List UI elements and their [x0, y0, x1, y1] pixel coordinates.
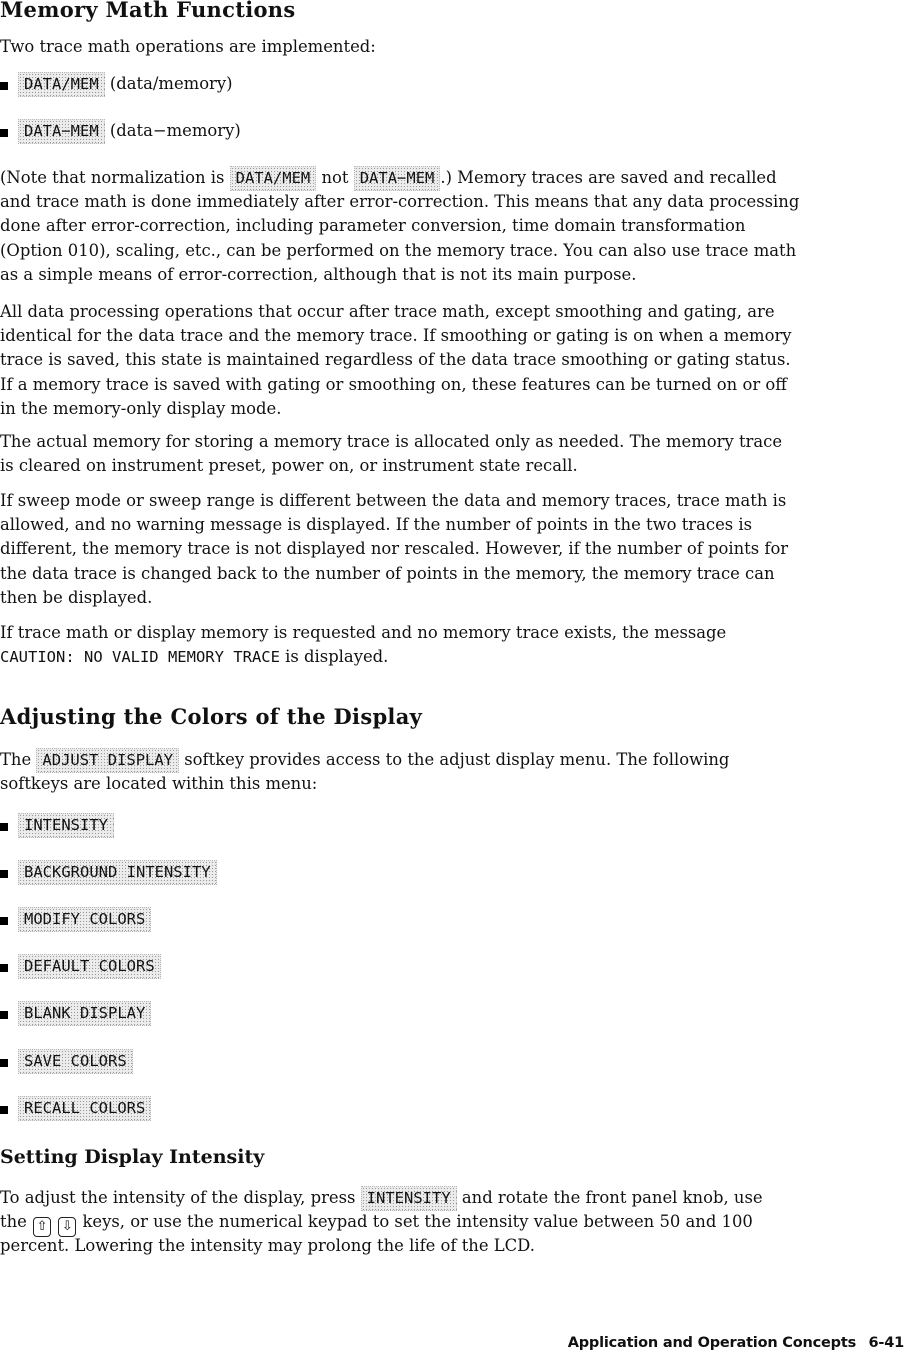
softkey-intensity[interactable]: INTENSITY	[18, 813, 114, 838]
paragraph-data-processing: All data processing operations that occur after trace math, except smoothing and gating, are identical for the data trace and the memory trace. If smoothing or gating is on when a memory trace is saved, this state is maintained regardless of the data trace smoothing or gating status. If a memory trace is saved with gating or smoothing on, these features can be turned on or off in the memory-only display mode.	[0, 302, 792, 418]
bullet-square-icon	[0, 1011, 8, 1019]
softkey-recall-colors[interactable]: RECALL COLORS	[18, 1096, 151, 1121]
paragraph-adjust-display: The ADJUST DISPLAY softkey provides access to the adjust display menu. The following softkeys are located within this menu:	[0, 750, 730, 794]
heading-memory-math: Memory Math Functions	[0, 0, 296, 22]
softkey-background-intensity[interactable]: BACKGROUND INTENSITY	[18, 860, 217, 885]
softkey-intensity-inline[interactable]: INTENSITY	[361, 1186, 457, 1211]
bullet-square-icon	[0, 1059, 8, 1067]
softkey-blank-display[interactable]: BLANK DISPLAY	[18, 1001, 151, 1026]
paragraph-normalization: (Note that normalization is DATA/MEM not DATA−MEM .) Memory traces are saved and recalled and trace math is done immediately after error-correction. This means that any data processing done after error-correction, including parameter conversion, time domain transformation (Option 010), scaling, etc., can be performed on the memory trace. You can also use trace math as a simple means of error-correction, although that is not its main purpose.	[0, 168, 800, 284]
page-number: 6-41	[868, 1335, 904, 1351]
softkey-data-div-mem[interactable]: DATA/MEM	[18, 72, 105, 97]
bullet-square-icon	[0, 82, 8, 90]
caution-message: CAUTION: NO VALID MEMORY TRACE	[0, 648, 280, 667]
manual-page: Memory Math Functions Two trace math operations are implemented: DATA/MEM (data/memory) DATA−MEM (data−memory) (Note that normalization is DATA/MEM not DATA−MEM .) Memory traces are saved and recalled and trace math is done immediately after error-correction. This means that any data processing done after error-correction, including parameter conversion, time domain transformation (Option 010), scaling, etc., can be performed on the memory trace. You can also use trace math as a simple means of error-correction, although that is not its main purpose. All data processing operations that occur after trace math, except smoothing and gating, are identical for the data trace and the memory trace. If smoothing or gating is on when a memory trace is saved, this state is maintained regardless of the data trace smoothing or gating status. If a memory trace is saved with gating or smoothing on, these features can be turned on or off in the memory-only display mode. The actual memory for storing a memory trace is allocated only as needed. The memory trace is cleared on instrument preset, power on, or instrument state recall. If sweep mode or sweep range is different between the data and memory traces, trace math is allowed, and no warning message is displayed. If the number of points in the two traces is different, the memory trace is not displayed nor rescaled. However, if the number of points for the data trace is changed back to the number of points in the memory, the memory trace can then be displayed. If trace math or display memory is requested and no memory trace exists, the message CAUTION: NO VALID MEMORY TRACE is displayed. Adjusting the Colors of the Display The ADJUST DISPLAY softkey provides access to the adjust display menu. The following softkeys are located within this menu: INTENSITY BACKGROUND INTENSITY MODIFY COLORS DEFAULT COLORS BLANK DISPLAY SAVE COLORS RECALL COLORS Setting Display Intensity To adjust the intensity of the display, press INTENSITY and rotate the front panel knob, use the ⇧ ⇩ keys, or use the numerical keypad to set the intensity value between 50 and 100 percent. Lowering the intensity may prolong the life of the LCD. Application and Operation Concepts 6-41	[0, 0, 906, 1356]
softkey-modify-colors[interactable]: MODIFY COLORS	[18, 907, 151, 932]
softkey-data-minus-mem[interactable]: DATA−MEM	[18, 119, 105, 144]
bullet-square-icon	[0, 129, 8, 137]
softkey-data-minus-mem-inline[interactable]: DATA−MEM	[354, 166, 441, 191]
softkey-adjust-display[interactable]: ADJUST DISPLAY	[36, 748, 179, 773]
softkey-save-colors[interactable]: SAVE COLORS	[18, 1049, 133, 1074]
bullet-square-icon	[0, 823, 8, 831]
softkey-default-colors[interactable]: DEFAULT COLORS	[18, 954, 161, 979]
heading-display-intensity: Setting Display Intensity	[0, 1146, 265, 1168]
softkey-data-div-mem-inline[interactable]: DATA/MEM	[230, 166, 317, 191]
memory-intro: Two trace math operations are implemented:	[0, 37, 376, 56]
heading-adjusting-colors: Adjusting the Colors of the Display	[0, 704, 423, 729]
up-arrow-key-icon[interactable]: ⇧	[33, 1217, 51, 1237]
down-arrow-key-icon[interactable]: ⇩	[58, 1217, 76, 1237]
bullet-square-icon	[0, 917, 8, 925]
bullet-square-icon	[0, 1106, 8, 1114]
bullet-square-icon	[0, 964, 8, 972]
paragraph-sweep-mode: If sweep mode or sweep range is different between the data and memory traces, trace math is allowed, and no warning message is displayed. If the number of points in the two traces is different, the memory trace is not displayed nor rescaled. However, if the number of points for the data trace is changed back to the number of points in the memory, the memory trace can then be displayed.	[0, 491, 789, 607]
footer-title: Application and Operation Concepts	[567, 1335, 856, 1351]
paragraph-caution: If trace math or display memory is requested and no memory trace exists, the message CAUTION: NO VALID MEMORY TRACE is displayed.	[0, 623, 727, 667]
bullet-square-icon	[0, 870, 8, 878]
paragraph-intensity: To adjust the intensity of the display, press INTENSITY and rotate the front panel knob, use the ⇧ ⇩ keys, or use the numerical keypad to set the intensity value between 50 and 100 percent. Lowering the intensity may prolong the life of the LCD.	[0, 1188, 763, 1256]
paragraph-memory-allocation: The actual memory for storing a memory trace is allocated only as needed. The memory trace is cleared on instrument preset, power on, or instrument state recall.	[0, 432, 783, 476]
